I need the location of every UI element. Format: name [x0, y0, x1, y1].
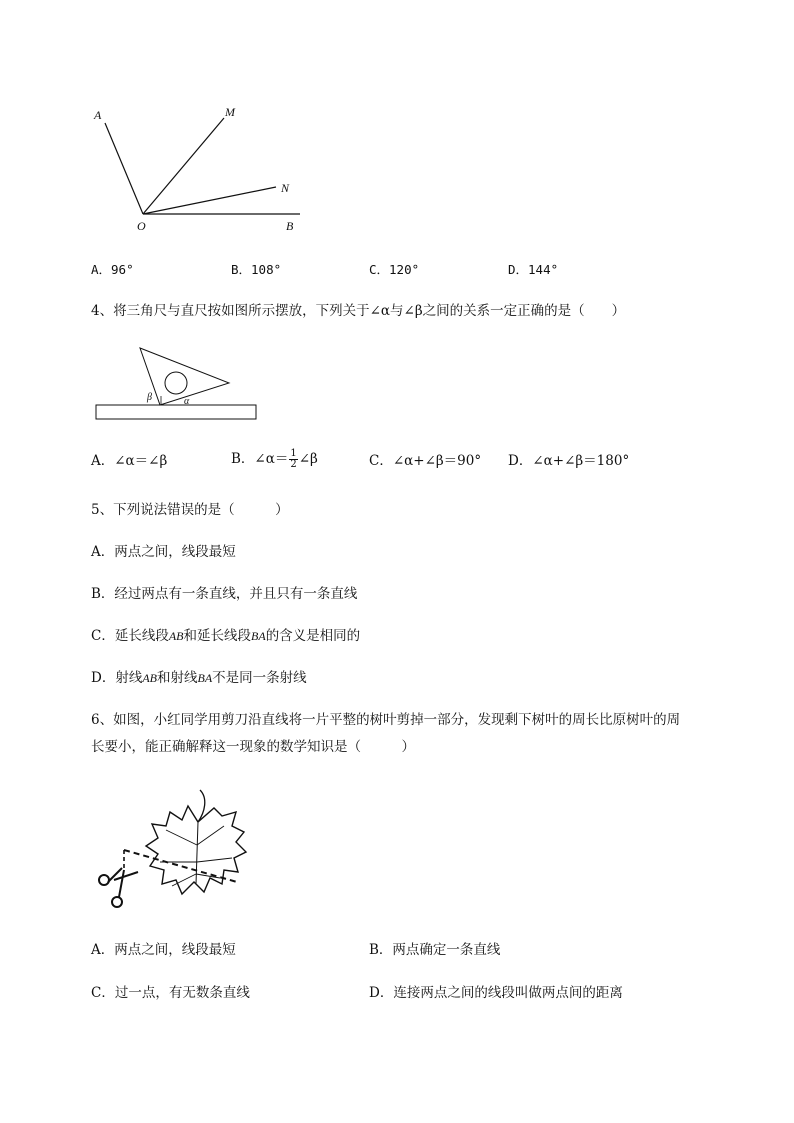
q6-option-a[interactable]: A．两点之间，线段最短: [91, 942, 236, 958]
q5-option-c-prefix: C．延长线段: [91, 628, 169, 644]
q5-option-d-prefix: D．射线: [91, 670, 143, 686]
label-B: B: [286, 219, 294, 233]
label-O: O: [137, 219, 146, 233]
q6-option-b[interactable]: B．两点确定一条直线: [369, 942, 501, 958]
q5-option-b[interactable]: B．经过两点有一条直线，并且只有一条直线: [91, 586, 358, 602]
q6-option-d[interactable]: D．连接两点之间的线段叫做两点间的距离: [369, 985, 623, 1001]
q4-stem: 4、将三角尺与直尺按如图所示摆放，下列关于∠α与∠β之间的关系一定正确的是（ ）: [91, 303, 626, 319]
label-N: N: [281, 181, 290, 195]
fraction-numerator: 1: [290, 448, 297, 459]
q6-stem-line1: 6、如图，小红同学用剪刀沿直线将一片平整的树叶剪掉一部分，发现剩下树叶的周长比原树叶的周: [91, 712, 681, 728]
segment-ab: AB: [168, 629, 184, 643]
label-alpha: α: [184, 396, 190, 407]
fraction-denominator: 2: [290, 459, 297, 470]
q4-option-c[interactable]: C．∠α+∠β＝90°: [369, 453, 482, 469]
q3-option-c[interactable]: C．120°: [369, 262, 420, 277]
label-A: A: [94, 108, 102, 122]
q4-option-b-prefix: B．∠α＝: [231, 451, 289, 467]
ray-ab: AB: [142, 671, 157, 685]
q4-option-a[interactable]: A．∠α＝∠β: [91, 453, 168, 469]
q5-option-c-mid: 和延长线段: [183, 628, 252, 644]
q5-stem: 5、下列说法错误的是（ ）: [91, 502, 289, 518]
q3-option-d[interactable]: D．144°: [508, 262, 559, 277]
label-M: M: [225, 105, 235, 119]
q5-option-c-suffix: 的含义是相同的: [265, 628, 361, 644]
q5-option-d-suffix: 不是同一条射线: [212, 670, 307, 686]
q3-option-b[interactable]: B．108°: [231, 262, 282, 277]
q4-option-b-suffix: ∠β: [298, 451, 318, 467]
q3-option-a[interactable]: A．96°: [91, 262, 134, 277]
segment-ba: BA: [251, 629, 266, 643]
label-beta: β: [147, 392, 152, 403]
q5-option-d-mid: 和射线: [157, 670, 198, 686]
ray-ba: BA: [197, 671, 213, 685]
q6-stem-line2: 长要小，能正确解释这一现象的数学知识是（ ）: [91, 739, 415, 755]
scissors-icon: [99, 868, 138, 907]
q5-option-a[interactable]: A．两点之间，线段最短: [91, 544, 236, 560]
q6-option-c[interactable]: C．过一点，有无数条直线: [91, 985, 250, 1001]
q4-option-d[interactable]: D．∠α+∠β＝180°: [508, 453, 630, 469]
